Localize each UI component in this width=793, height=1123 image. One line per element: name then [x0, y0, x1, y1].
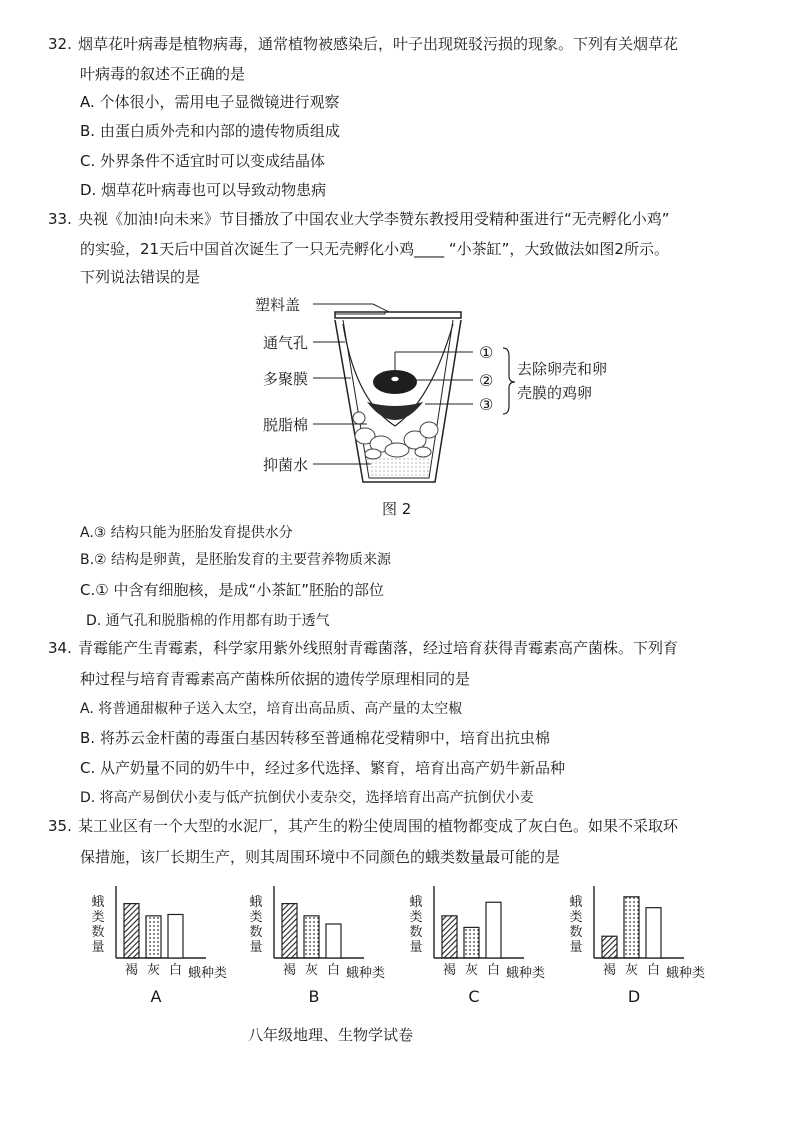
q34-stem-line2: 种过程与培育青霉素高产菌株所依据的遗传学原理相同的是 [80, 670, 471, 688]
chart-c-tick-2: 灰 [464, 963, 479, 978]
q34-option-c: C. 从产奶量不同的奶牛中，经过多代选择、繁育，培育出高产奶牛新品种 [80, 759, 566, 777]
chart-a-bar-1 [124, 904, 139, 958]
figure-2-diagram [255, 290, 635, 490]
marker-2: ② [479, 371, 494, 390]
chart-a-tick-2: 灰 [146, 963, 161, 978]
egg-mass [367, 402, 423, 420]
chart-c-tick-1: 褐 [442, 963, 457, 978]
label-air-hole: 通气孔 [263, 334, 309, 352]
chart-b-bar-1 [282, 904, 297, 958]
chart-a-xlabel: 蛾种类 [188, 966, 228, 981]
q34-option-b: B. 将苏云金杆菌的毒蛋白基因转移至普通棉花受精卵中，培育出抗虫棉 [80, 729, 550, 747]
chart-a-bar-3 [168, 914, 183, 958]
chart-b-bar-2 [304, 916, 319, 958]
chart-c-ylabel: 蛾类数量 [409, 895, 423, 955]
chart-a-title: A [150, 987, 162, 1006]
q33-option-b: B.② 结构是卵黄，是胚胎发育的主要营养物质来源 [80, 552, 392, 568]
chart-b-tick-1: 褐 [282, 963, 297, 978]
chart-b-xlabel: 蛾种类 [346, 966, 386, 981]
q33-stem-line1 [48, 209, 670, 229]
chart-a-bar-2 [146, 916, 161, 958]
chart-b-title: B [308, 987, 320, 1006]
q35-stem-line2: 保措施，该厂长期生产，则其周围环境中不同颜色的蛾类数量最可能的是 [80, 848, 561, 866]
chart-b-ylabel: 蛾类数量 [249, 895, 263, 955]
chart-d-ylabel: 蛾类数量 [569, 895, 583, 955]
chart-d-tick-1: 褐 [602, 963, 617, 978]
q32-option-c: C. 外界条件不适宜时可以变成结晶体 [80, 152, 326, 170]
chart-b-bar-3 [326, 924, 341, 958]
q33-option-a: A.③ 结构只能为胚胎发育提供水分 [80, 525, 293, 541]
chart-b-tick-3: 白 [326, 963, 341, 978]
q35-number: 35. [48, 817, 72, 835]
lid [335, 312, 461, 318]
q32-stem-line1 [48, 34, 678, 54]
chart-d-xlabel: 蛾种类 [666, 966, 706, 981]
q32-stem-text: 烟草花叶病毒是植物病毒，通常植物被感染后，叶子出现斑驳污损的现象。下列有关烟草花 [78, 35, 679, 53]
chart-a-tick-1: 褐 [124, 963, 139, 978]
marker-3: ③ [479, 395, 494, 414]
q34-stem-text: 青霉能产生青霉素，科学家用紫外线照射青霉菌落，经过培育获得青霉素高产菌株。下列育 [78, 639, 679, 657]
chart-d-bar-3 [646, 908, 661, 958]
chart-c-bar-3 [486, 902, 501, 958]
q33-stem-line3: 下列说法错误的是 [80, 268, 201, 286]
q35-stem-text: 某工业区有一个大型的水泥厂，其产生的粉尘使周围的植物都变成了灰白色。如果不采取环 [78, 817, 679, 835]
q34-option-d: D. 将高产易倒伏小麦与低产抗倒伏小麦杂交，选择培育出高产抗倒伏小麦 [80, 790, 534, 806]
q33-option-c: C.① 中含有细胞核，是成“小茶缸”胚胎的部位 [80, 581, 385, 599]
chart-c-bar-2 [464, 927, 479, 958]
label-lid: 塑料盖 [255, 296, 301, 314]
chart-c-title: C [468, 987, 480, 1006]
brace [503, 348, 515, 414]
q33-stem-text: 央视《加油!向未来》节目播放了中国农业大学李赞东教授用受精种蛋进行“无壳孵化小鸡” [78, 210, 670, 228]
q32-number: 32. [48, 35, 72, 53]
label-film: 多聚膜 [263, 370, 309, 388]
chart-c-xlabel: 蛾种类 [506, 966, 546, 981]
chart-a-tick-3: 白 [168, 963, 183, 978]
chart-c-bar-1 [442, 916, 457, 958]
q32-option-b: B. 由蛋白质外壳和内部的遗传物质组成 [80, 122, 340, 140]
chart-c-tick-3: 白 [486, 963, 501, 978]
marker-1: ① [479, 343, 494, 362]
chart-b-tick-2: 灰 [304, 963, 319, 978]
label-cotton: 脱脂棉 [263, 416, 309, 434]
q33-stem-line2: 的实验，21天后中国首次诞生了一只无壳孵化小鸡____ “小茶缸”，大致做法如图2所示。 [80, 240, 669, 258]
q34-stem-line1 [48, 638, 678, 658]
chart-a-ylabel: 蛾类数量 [91, 895, 105, 955]
q34-option-a: A. 将普通甜椒种子送入太空，培育出高品质、高产量的太空椒 [80, 701, 463, 717]
moth-charts [80, 880, 720, 1015]
q32-option-d: D. 烟草花叶病毒也可以导致动物患病 [80, 181, 327, 199]
q33-number: 33. [48, 210, 72, 228]
cup-body [335, 320, 461, 482]
chart-d-tick-3: 白 [646, 963, 661, 978]
chart-d-bar-2 [624, 897, 639, 958]
chart-d-bar-1 [602, 936, 617, 958]
label-water: 抑菌水 [263, 456, 309, 474]
q32-option-a: A. 个体很小，需用电子显微镜进行观察 [80, 93, 340, 111]
page-footer: 八年级地理、生物学试卷 [248, 1026, 414, 1044]
egg-note-line2: 壳膜的鸡卵 [517, 384, 593, 402]
chart-d-tick-2: 灰 [624, 963, 639, 978]
egg-note-line1: 去除卵壳和卵 [517, 360, 608, 378]
figure-2-caption: 图 2 [382, 500, 412, 518]
antibacterial-water [366, 458, 432, 478]
q33-option-d: D. 通气孔和脱脂棉的作用都有助于透气 [86, 613, 330, 629]
q32-stem-line2: 叶病毒的叙述不正确的是 [80, 65, 246, 83]
chart-d-title: D [627, 987, 641, 1006]
q35-stem-line1 [48, 816, 678, 836]
q34-number: 34. [48, 639, 72, 657]
